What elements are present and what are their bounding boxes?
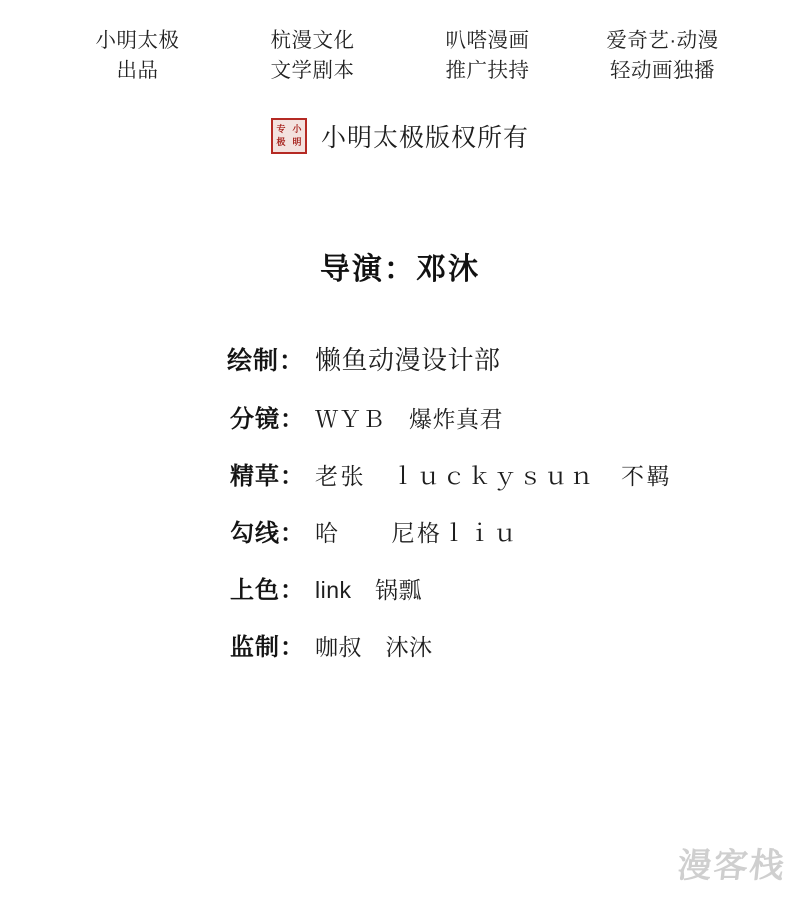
credit-label: 勾线： bbox=[230, 520, 305, 547]
sponsor-line-1: 爱奇艺·动漫 bbox=[606, 29, 719, 52]
sponsor-line-2: 文学剧本 bbox=[270, 58, 355, 82]
credit-row bbox=[0, 627, 800, 662]
sponsor-row bbox=[0, 26, 800, 85]
sponsor-line-2: 轻动画独播 bbox=[610, 58, 715, 82]
sponsor-item bbox=[225, 26, 400, 85]
seal-stamp-icon bbox=[271, 118, 307, 154]
copyright-row bbox=[0, 118, 800, 154]
credit-label: 绘制： bbox=[226, 347, 305, 375]
sponsor-item bbox=[50, 26, 225, 85]
credit-value: link 锅瓢 bbox=[315, 577, 423, 603]
credit-row bbox=[0, 570, 800, 605]
sponsor-line-1: 叭嗒漫画 bbox=[445, 29, 530, 52]
credit-label: 监制： bbox=[230, 634, 305, 661]
credits-list bbox=[0, 340, 800, 684]
seal-char-3: 极 bbox=[276, 137, 286, 147]
credit-value: 咖叔 沐沐 bbox=[315, 634, 433, 660]
sponsor-item bbox=[575, 26, 750, 85]
copyright-text: 小明太极版权所有 bbox=[320, 124, 529, 152]
sponsor-line-2: 出品 bbox=[116, 58, 159, 82]
credit-label: 分镜： bbox=[230, 406, 305, 433]
credit-row bbox=[0, 340, 800, 377]
sponsor-line-1: 小明太极 bbox=[95, 29, 180, 52]
sponsor-line-1: 杭漫文化 bbox=[270, 29, 355, 52]
sponsor-line-2: 推广扶持 bbox=[445, 58, 530, 82]
credit-value: 懒鱼动漫设计部 bbox=[315, 345, 501, 375]
seal-char-1: 专 bbox=[276, 124, 286, 134]
credit-row bbox=[0, 456, 800, 491]
credit-value: 哈 尼格ｌｉｕ bbox=[315, 520, 519, 546]
seal-char-4: 明 bbox=[292, 137, 302, 147]
credit-label: 上色： bbox=[230, 577, 305, 604]
director-line: 导演：邓沐 bbox=[320, 253, 480, 286]
credit-label: 精草： bbox=[230, 463, 305, 490]
credit-value: 老张 ｌｕｃｋｙｓｕｎ 不羁 bbox=[315, 463, 672, 489]
watermark: 漫客栈 bbox=[675, 847, 788, 885]
seal-char-2: 小 bbox=[292, 124, 302, 134]
credit-row bbox=[0, 513, 800, 548]
credit-value: ＷＹＢ 爆炸真君 bbox=[315, 406, 503, 432]
sponsor-item bbox=[400, 26, 575, 85]
credit-row bbox=[0, 399, 800, 434]
